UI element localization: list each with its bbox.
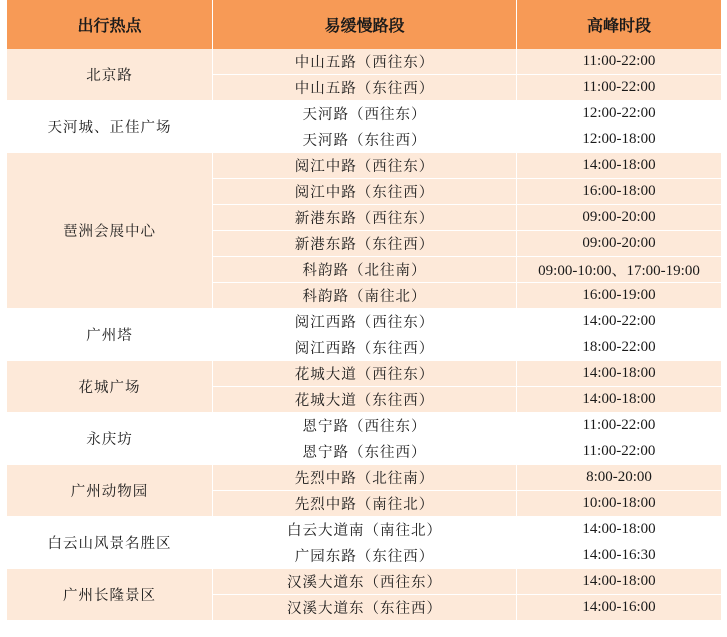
table-row [7,153,722,179]
table-header-row [7,0,722,49]
road-segment-cell: 先烈中路（北往南） [213,465,517,491]
peak-time-cell: 16:00-19:00 [517,283,722,309]
peak-time-cell: 14:00-18:00 [517,517,722,543]
road-segment-cell: 白云大道南（南往北） [213,517,517,543]
peak-time-cell: 14:00-18:00 [517,361,722,387]
peak-time-cell: 16:00-18:00 [517,179,722,205]
peak-time-cell: 12:00-22:00 [517,101,722,127]
road-segment-cell: 广园东路（东往西） [213,543,517,569]
road-segment-cell: 中山五路（西往东） [213,49,517,75]
road-segment-cell: 阅江西路（东往西） [213,335,517,361]
table-row [7,465,722,491]
header-road: 易缓慢路段 [213,0,517,49]
header-hotspot: 出行热点 [7,0,213,49]
peak-time-cell: 09:00-10:00、17:00-19:00 [517,257,722,283]
road-segment-cell: 阅江中路（西往东） [213,153,517,179]
road-segment-cell: 天河路（西往东） [213,101,517,127]
table-row [7,413,722,439]
road-segment-cell: 中山五路（东往西） [213,75,517,101]
road-segment-cell: 汉溪大道东（西往东） [213,569,517,595]
road-segment-cell: 新港东路（西往东） [213,205,517,231]
hotspot-cell: 白云山风景名胜区 [7,517,213,569]
peak-time-cell: 18:00-22:00 [517,335,722,361]
table-row [7,361,722,387]
road-segment-cell: 阅江西路（西往东） [213,309,517,335]
peak-time-cell: 14:00-16:30 [517,543,722,569]
road-segment-cell: 阅江中路（东往西） [213,179,517,205]
peak-time-cell: 14:00-18:00 [517,153,722,179]
road-segment-cell: 科韵路（北往南） [213,257,517,283]
hotspot-cell: 广州长隆景区 [7,569,213,621]
header-peak-time: 高峰时段 [517,0,722,49]
table-row [7,49,722,75]
road-segment-cell: 汉溪大道东（东往西） [213,595,517,621]
peak-time-cell: 14:00-16:00 [517,595,722,621]
table-row [7,101,722,127]
peak-time-cell: 14:00-22:00 [517,309,722,335]
table-row [7,569,722,595]
table-row [7,309,722,335]
peak-time-cell: 11:00-22:00 [517,75,722,101]
hotspot-cell: 琶洲会展中心 [7,153,213,309]
hotspot-cell: 永庆坊 [7,413,213,465]
traffic-hotspot-table [6,0,722,621]
table-body [7,49,722,621]
road-segment-cell: 新港东路（东往西） [213,231,517,257]
peak-time-cell: 14:00-18:00 [517,387,722,413]
peak-time-cell: 12:00-18:00 [517,127,722,153]
hotspot-cell: 北京路 [7,49,213,101]
road-segment-cell: 花城大道（西往东） [213,361,517,387]
road-segment-cell: 科韵路（南往北） [213,283,517,309]
peak-time-cell: 09:00-20:00 [517,205,722,231]
peak-time-cell: 11:00-22:00 [517,49,722,75]
peak-time-cell: 09:00-20:00 [517,231,722,257]
road-segment-cell: 花城大道（东往西） [213,387,517,413]
road-segment-cell: 恩宁路（西往东） [213,413,517,439]
hotspot-cell: 天河城、正佳广场 [7,101,213,153]
peak-time-cell: 11:00-22:00 [517,439,722,465]
road-segment-cell: 先烈中路（南往北） [213,491,517,517]
hotspot-cell: 广州动物园 [7,465,213,517]
hotspot-cell: 广州塔 [7,309,213,361]
peak-time-cell: 10:00-18:00 [517,491,722,517]
peak-time-cell: 8:00-20:00 [517,465,722,491]
road-segment-cell: 天河路（东往西） [213,127,517,153]
peak-time-cell: 11:00-22:00 [517,413,722,439]
peak-time-cell: 14:00-18:00 [517,569,722,595]
hotspot-cell: 花城广场 [7,361,213,413]
road-segment-cell: 恩宁路（东往西） [213,439,517,465]
table-row [7,517,722,543]
